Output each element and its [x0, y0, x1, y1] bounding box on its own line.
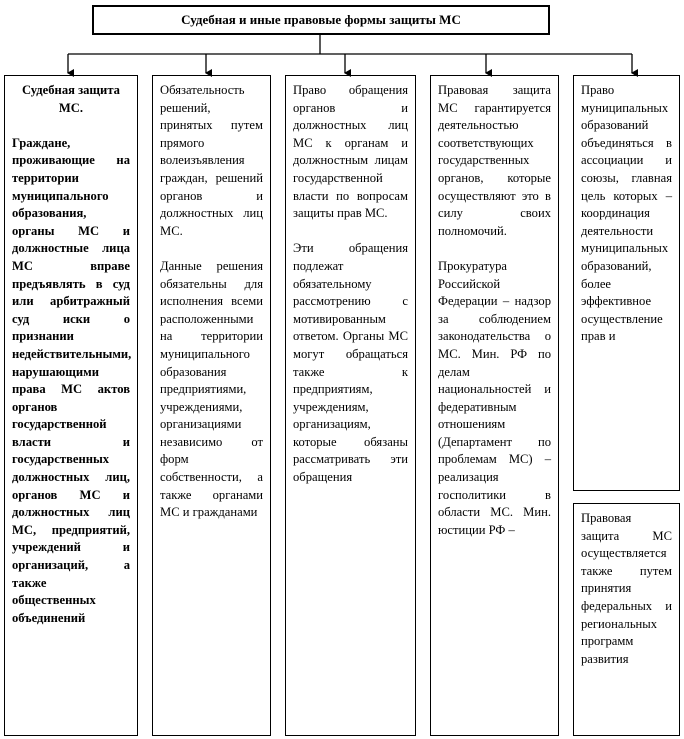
box-heading: Судебная защита МС.	[22, 83, 120, 115]
box-text: Данные решения обязательны для исполнения всеми расположенными на территории муниципального образования предприятиями, учреждениями, организациями независимо от форм собственности, а также органами МС и гражданами	[160, 258, 263, 520]
box-text: Право обращения органов и должностных лиц МС к органам и должностным лицам государственной власти по вопросам защиты прав МС.	[293, 83, 408, 221]
box-text: Прокуратура Российской Федерации – надзор за соблюдением законодательства о МС. Мин. РФ по делам национальностей и федеративным отношениям (Департамент по проблемам МС) – реализация госполитики в области МС. Мин. юстиции РФ –	[438, 258, 551, 537]
box-binding-decisions	[152, 75, 271, 736]
box-associations	[573, 75, 680, 491]
box-text: Право муниципальных образований объединяться в ассоциации и союзы, главная цель которых – координация деятельности муниципальных образований, более эффективное осуществление прав и	[581, 83, 672, 344]
diagram-title: Судебная и иные правовые формы защиты МС	[92, 5, 550, 35]
box-text: Правовая защита МС осуществляется также путем принятия федеральных и региональных программ развития	[581, 511, 672, 666]
box-text: Обязательность решений, принятых путем прямого волеизъявления граждан, решений органов и должностных лиц МС.	[160, 83, 263, 238]
box-state-guarantees	[430, 75, 559, 736]
box-judicial-protection	[4, 75, 138, 736]
box-text: Правовая защита МС гарантируется деятельностью соответствующих государственных органов, которые осуществляют это в силу своих полномочий.	[438, 83, 551, 238]
box-right-of-appeal	[285, 75, 416, 736]
box-text: Граждане, проживающие на территории муниципального образования, органы МС и должностные лица МС вправе предъявлять в суд или арбитражный суд иски о признании недействительными, нарушающими права МС актов органов государственной власти и государственных должностных лиц, органов МС и должностных лиц МС, предприятий, учреждений и организаций, а также общественных объединений	[12, 135, 132, 625]
box-programs	[573, 503, 680, 736]
box-text: Эти обращения подлежат обязательному рассмотрению с мотивированным ответом. Органы МС могут обращаться также к предприятиям, учреждениям, организациям, которые обязаны рассматривать эти обращения	[293, 241, 408, 485]
